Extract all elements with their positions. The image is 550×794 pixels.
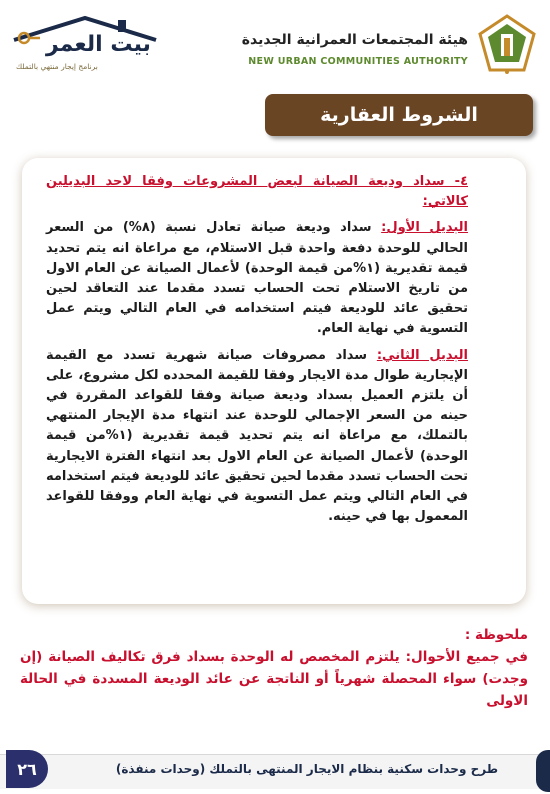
- page-footer: [0, 740, 550, 794]
- authority-emblem-icon: [476, 12, 538, 76]
- authority-name-en: NEW URBAN COMMUNITIES AUTHORITY: [248, 56, 468, 67]
- note-text: في جميع الأحوال: يلتزم المخصص له الوحدة بسداد فرق تكاليف الصيانة (إن وجدت) سواء المحصلة شهرياً أو الناتجة عن عائد الوديعة المسددة في الحالة الاولى: [20, 649, 528, 709]
- alternative-1: [46, 218, 468, 339]
- brand-tagline: برنامج إيجار منتهي بالتملك: [16, 62, 98, 71]
- alternative-1-text: سداد وديعة صيانة تعادل نسبة (٨%) من السعر الحالي للوحدة دفعة واحدة قبل الاستلام، مع مراعاة انه يتم تحديد قيمة تقديرية (١%من قيمة الوحدة) لأعمال الصيانة عن العام الاول من تاريخ الاستلام تحت الحساب تسدد مقدما عند التعاقد لحين تحقيق عائد للوديعة فيتم استخدامه في العام التالي ويتم عمل التسوية في نهاية العام.: [46, 220, 468, 337]
- item-heading: ٤- سداد وديعة الصيانة لبعض المشروعات وفقا لاحد البديلين كالاتي:: [46, 174, 468, 210]
- authority-logo: [238, 12, 538, 82]
- alternative-2-text: سداد مصروفات صيانة شهرية تسدد مع القيمة الإيجارية طوال مدة الايجار وفقا للقيمة المحدده لكل مشروع، على أن يلتزم العميل بسداد وديعة صيانة وفقا للقواعد المقررة في حينه من السعر الإجمالي للوحدة عند انتهاء مدة الإيجار المنتهي بالتملك، مع مراعاة انه يتم تحديد قيمة تقديرية (١%من قيمة الوحدة) لأعمال الصيانة عن العام الاول بعد انتهاء الفترة الايجارية تحت الحساب تسدد مقدما لحين تحقيق عائد للوديعة فيتم استخدامه في العام التالي ويتم عمل التسوية في نهاية العام ووفقا للقواعد المعمول بها في حينه.: [46, 347, 468, 525]
- footer-corner-tab: [536, 750, 550, 792]
- authority-name-ar: هيئة المجتمعات العمرانية الجديدة: [241, 32, 468, 48]
- page-number: ٢٦: [6, 750, 48, 788]
- content-body: [46, 172, 468, 533]
- brand-title: بيت العمر: [46, 32, 151, 57]
- footer-text: طرح وحدات سكنية بنظام الايجار المنتهى بالتملك (وحدات منفذة): [115, 762, 498, 776]
- section-title: الشروط العقارية: [265, 94, 533, 136]
- brand-logo: [10, 14, 160, 74]
- note-label: ملحوظة :: [464, 627, 528, 643]
- alternative-2-label: البديل الثاني:: [376, 347, 469, 363]
- alternative-2: [46, 346, 468, 528]
- note-block: [20, 624, 528, 712]
- page-header: [0, 0, 550, 92]
- alternative-1-label: البديل الأول:: [381, 220, 469, 236]
